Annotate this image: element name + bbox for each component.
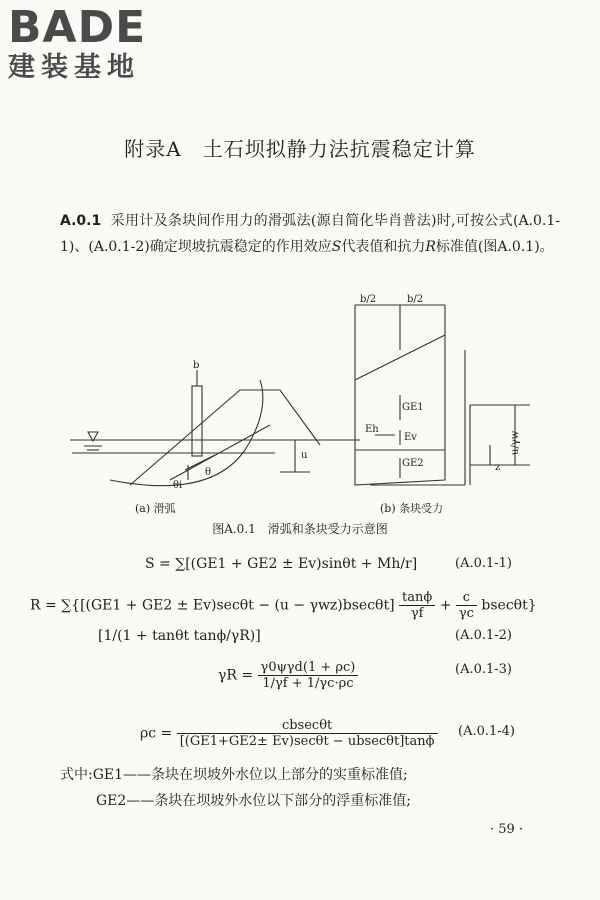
sublabel-a: (a) 滑弧 — [135, 502, 176, 515]
equation-2-lhs: R = ∑{[(GE1 + GE2 ± Ev)secθt − (u − γwz)bsecθt] — [30, 597, 395, 614]
section-number: A.0.1 — [60, 213, 102, 229]
equation-3-lhs: γR = — [218, 667, 254, 684]
equation-2-frac-1 — [399, 590, 435, 621]
equation-2 — [30, 590, 537, 621]
equation-2-frac-1-den: γf — [410, 606, 424, 621]
label-half-b-right: b/2 — [407, 294, 424, 305]
label-u: u — [301, 450, 308, 461]
equation-3-den: 1/γf + 1/γc·ρc — [262, 676, 354, 691]
equation-1-number: (A.0.1-1) — [455, 556, 513, 571]
where-desc-1: ——条块在坝坡外水位以上部分的实重标准值; — [123, 767, 408, 783]
section-text-1: 采用计及条块间作用力的滑弧法(源自简化毕肖普法)时,可按公式(A.0.1-1)、(A.0.1-2)确定坝坡抗震稳定的作用效应 — [60, 213, 561, 255]
dam-slope — [130, 390, 320, 485]
slice-rect — [192, 386, 202, 456]
var-R: R — [425, 239, 436, 255]
equation-3-frac — [258, 660, 359, 691]
where-sym-1: GE1 — [92, 767, 124, 783]
label-GE2: GE2 — [402, 458, 424, 469]
equation-4-num: cbsecθt — [177, 718, 438, 734]
equation-3-num: γ0ψγd(1 + ρc) — [258, 660, 359, 676]
where-row-1 — [60, 764, 408, 784]
label-Ev: Ev — [404, 432, 417, 443]
section-text-2: 代表值和抗力 — [341, 239, 426, 255]
var-S: S — [331, 239, 342, 255]
equation-2-plus: + — [439, 597, 452, 614]
label-z: z — [495, 462, 501, 473]
label-theta: θ — [205, 467, 212, 478]
label-half-b-left: b/2 — [360, 294, 377, 305]
page-number: · 59 · — [490, 822, 524, 837]
equation-2-frac-1-num: tanϕ — [399, 590, 435, 606]
equation-4-lhs: ρc = — [140, 725, 173, 742]
figure-caption: 图A.0.1 滑弧和条块受力示意图 — [212, 522, 388, 536]
section-paragraph — [60, 208, 560, 260]
where-sym-2: GE2 — [96, 793, 127, 809]
where-desc-2: ——条块在坝坡外水位以下部分的浮重标准值; — [126, 793, 412, 809]
equation-3-number: (A.0.1-3) — [455, 662, 513, 677]
label-u-gamma: u/γw — [510, 430, 521, 455]
equation-2-frac-2 — [456, 590, 477, 621]
page-title: 附录A 土石坝拟静力法抗震稳定计算 — [124, 137, 476, 161]
section-text-3: 标准值(图A.0.1)。 — [435, 239, 554, 255]
equation-4-number: (A.0.1-4) — [458, 724, 516, 739]
equation-2-line-2: [1/(1 + tanθt tanϕ/γR)] — [98, 628, 261, 644]
label-GE1: GE1 — [402, 402, 424, 413]
label-b: b — [193, 360, 200, 371]
equation-4 — [140, 718, 438, 749]
label-Eh: Eh — [365, 424, 379, 435]
logo — [8, 4, 178, 84]
equation-4-den: [(GE1+GE2± Ev)secθt − ubsecθt]tanϕ — [179, 734, 435, 749]
equation-4-frac — [177, 718, 438, 749]
logo-subtitle: 建装基地 — [8, 52, 140, 83]
figure-slip-circle — [70, 290, 540, 515]
equation-2-number: (A.0.1-2) — [455, 628, 513, 643]
equation-2-rhs: bsecθt} — [481, 597, 537, 614]
sublabel-b: (b) 条块受力 — [380, 502, 444, 515]
equation-2-frac-2-num: c — [456, 590, 477, 606]
equation-3 — [218, 660, 358, 691]
where-intro: 式中: — [60, 767, 93, 783]
label-theta-i: θi — [173, 480, 183, 491]
equation-2-frac-2-den: γc — [458, 606, 474, 621]
where-row-2 — [96, 790, 411, 810]
logo-brand: BADE — [8, 2, 147, 53]
equation-1: S = ∑[(GE1 + GE2 ± Ev)sinθt + Mh/r] — [145, 556, 418, 572]
